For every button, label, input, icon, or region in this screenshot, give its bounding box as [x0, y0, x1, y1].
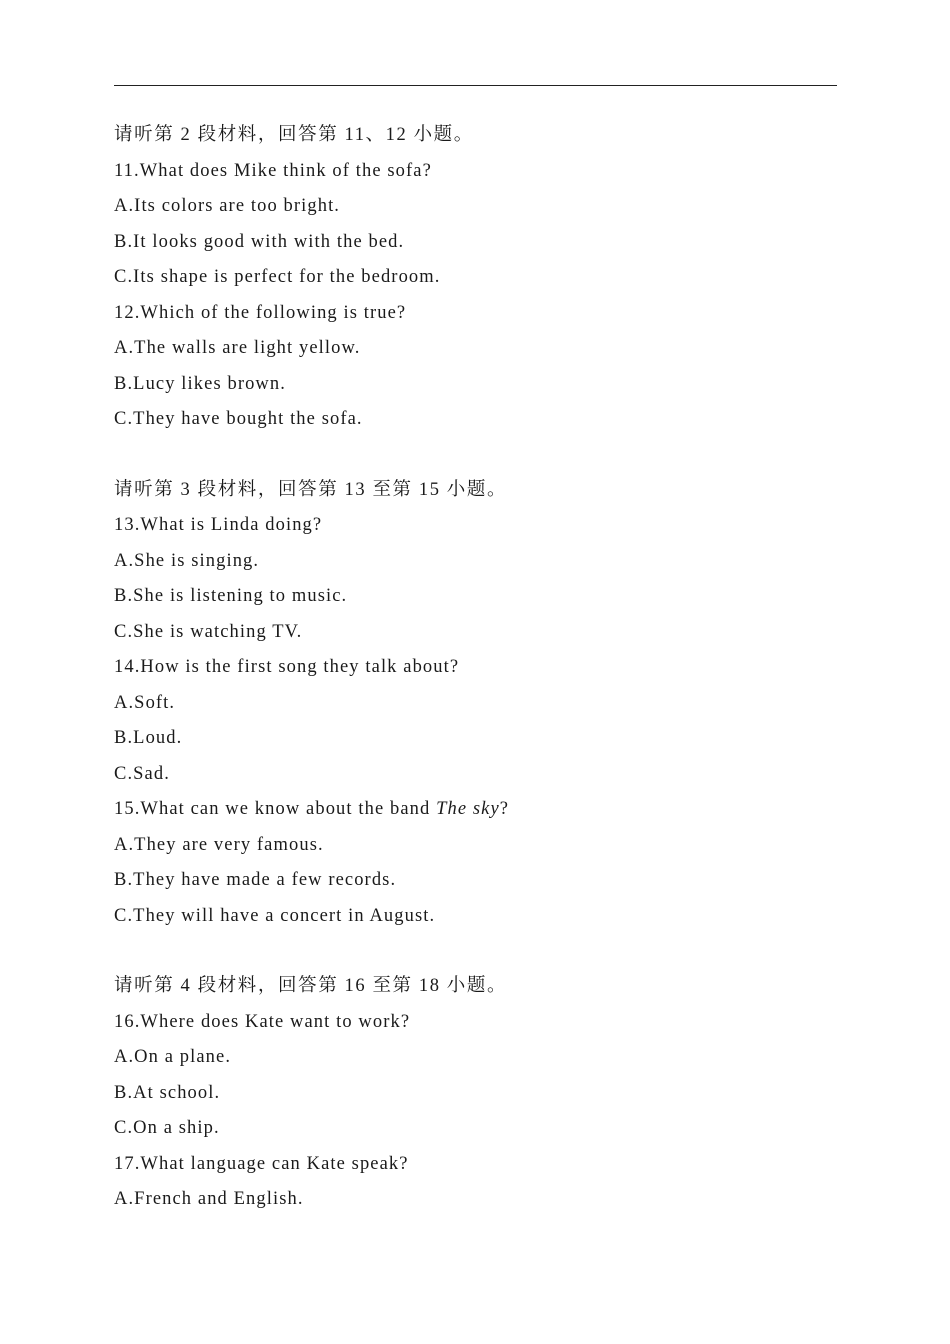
option-a: A.They are very famous.	[114, 834, 324, 855]
section-instruction: 请听第 2 段材料，回答第 11、12 小题。	[114, 125, 474, 145]
question-text: 11.What does Mike think of the sofa?	[114, 160, 432, 181]
section-spacer	[114, 438, 837, 473]
section-instruction: 请听第 3 段材料，回答第 13 至第 15 小题。	[114, 479, 508, 500]
question-text: 16.Where does Kate want to work?	[114, 1011, 411, 1032]
option-c: C.On a ship.	[114, 1118, 220, 1138]
section-instruction: 请听第 4 段材料，回答第 16 至第 18 小题。	[114, 976, 508, 996]
option-c: C.Sad.	[114, 763, 170, 784]
question-prefix: 15.What can we know about the band	[114, 799, 437, 819]
question-suffix: ?	[499, 799, 510, 819]
option-b: B.Loud.	[114, 728, 183, 748]
section-spacer	[114, 934, 837, 969]
option-c: C.They will have a concert in August.	[114, 905, 436, 926]
question-text: 13.What is Linda doing?	[114, 515, 323, 535]
question-text: 14.How is the first song they talk about?	[114, 657, 460, 677]
question-text: 12.Which of the following is true?	[114, 302, 407, 323]
option-c: C.She is watching TV.	[114, 621, 303, 642]
option-a: A.On a plane.	[114, 1047, 232, 1067]
option-c: C.They have bought the sofa.	[114, 409, 363, 429]
option-a: A.Soft.	[114, 692, 176, 713]
option-a: A.French and English.	[114, 1189, 304, 1209]
option-c: C.Its shape is perfect for the bedroom.	[114, 267, 441, 287]
question-text: 17.What language can Kate speak?	[114, 1153, 409, 1174]
option-b: B.She is listening to music.	[114, 586, 348, 606]
option-b: B.They have made a few records.	[114, 870, 397, 890]
document-body	[114, 118, 837, 1218]
header-rule	[114, 85, 837, 86]
band-name: The sky	[436, 799, 500, 819]
option-a: A.She is singing.	[114, 550, 260, 571]
question-text	[114, 792, 837, 828]
option-b: B.At school.	[114, 1082, 221, 1103]
option-a: A.Its colors are too bright.	[114, 196, 341, 216]
option-b: B.Lucy likes brown.	[114, 373, 286, 394]
option-b: B.It looks good with with the bed.	[114, 231, 405, 252]
option-a: A.The walls are light yellow.	[114, 338, 361, 358]
